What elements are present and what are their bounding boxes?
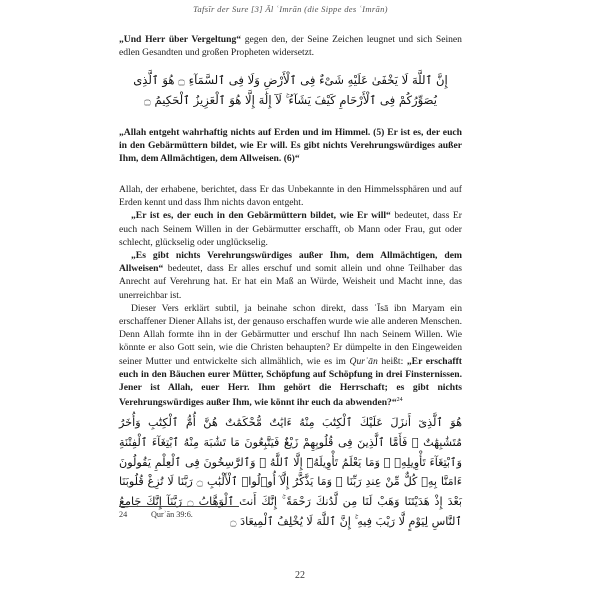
paragraph-1: Allah, der erhabene, berichtet, dass Er das Unbekannte in den Himmelssphären und auf Erden kennt und dass Ihm nichts davon entgeht. — [119, 184, 462, 209]
commentary — [119, 183, 462, 410]
running-head: Tafsīr der Sure [3] Āl ʿImrān (die Sippe des ʿImrān) — [193, 4, 388, 14]
intro-paragraph — [119, 33, 462, 59]
footnote — [119, 509, 462, 520]
footnote-divider — [119, 506, 239, 507]
paragraph-3: „Es gibt nichts Verehrungswürdiges außer Ihm, dem Allmächtigen, dem Allweisen“ bedeutet, dass Er alles erschuf und somit allein und ohne Teilhaber das Anrecht auf Verehrung hat. Er hat ein Maß an Würde, Weisheit und Macht inne, das unerreichbar ist. — [119, 250, 462, 301]
quran-word: Qurʾān — [349, 355, 378, 367]
footnote-text: Qurʾān 39:6. — [151, 510, 193, 519]
page-number: 22 — [295, 570, 305, 581]
intro-rest: gegen den, der Seine Zeichen leugnet und sich Seinen edlen Gesandten und großen Propheten widersetzt. — [119, 34, 462, 59]
footnote-number: 24 — [119, 510, 128, 519]
intro-bold-lead: „Und Herr über Vergeltung“ — [119, 34, 242, 45]
paragraph-4: Dieser Vers erklärt subtil, ja beinahe schon direkt, dass ʿĪsā ibn Maryam ein erschaffener Diener Allahs ist, der genauso erschaffen wurde wie alle anderen Menschen. Denn Allah formte ihn in der Gebärmutter und erschuf Ihn nach Seinem Willen. Wie könnte er also Gott sein, wie die Christen behaupten? Er dümpelte in den Eingeweiden seiner Mutter und entwickelte sich allmählich, wie es im Qurʾān heißt: „Er erschafft euch in den Bäuchen eurer Mütter, Schöpfung auf Schöpfung in drei Finsternissen. Jener ist Allah, euer Herr. Ihm gehört die Herrschaft; es gibt nichts Verehrungswürdiges außer Ihm, wie könnt ihr euch da abwenden?“$^{24}$ — [119, 302, 463, 409]
translation-1: „Allah entgeht wahrhaftig nichts auf Erden und im Himmel. (5) Er ist es, der euch in den Gebärmüttern bildet, wie Er will. Es gibt nichts Verehrungswürdiges außer Ihm, dem Allmächtigen, dem Allweisen. (6)“ — [119, 127, 462, 165]
arabic-verse-1: إِنَّ ٱللَّهَ لَا يَخْفَىٰ عَلَيْهِ شَىْءٌ فِى ٱلْأَرْضِ وَلَا فِى ٱلسَّمَآءِ ۝ هُوَ ٱلَّذِى يُصَوِّرُكُمْ فِى ٱلْأَرْحَامِ كَيْفَ يَشَآءُ ۚ لَآ إِلَٰهَ إِلَّا هُوَ ٱلْعَزِيزُ ٱلْحَكِيمُ ۝ — [133, 73, 448, 107]
quran-quote: „Er erschafft euch in den Bäuchen eurer Mütter, Schöpfung auf Schöpfung in drei Finsternissen. Jener ist Allah, euer Herr. Ihm gehört die Herrschaft; es gibt nichts Verehrungswürdiges außer Ihm, wie könnt ihr euch da abwenden?“ — [119, 355, 463, 409]
footnote-ref[interactable]: 24 — [396, 397, 403, 404]
paragraph-2: „Er ist es, der euch in den Gebärmüttern bildet, wie Er will“ bedeutet, dass Er euch nach Seinem Willen in der Gebärmutter erschafft, ob Mann oder Frau, gut oder schlecht, glückselig oder unglückselig. — [119, 210, 462, 248]
arabic-verse-2: هُوَ ٱلَّذِىٓ أَنزَلَ عَلَيْكَ ٱلْكِتَٰبَ مِنْهُ ءَايَٰتٌ مُّحْكَمَٰتٌ هُنَّ أُمُّ ٱلْكِتَٰبِ وَأُخَرُ مُتَشَٰبِهَٰتٌ ۖ فَأَمَّا ٱلَّذِينَ فِى قُلُوبِهِمْ زَيْغٌ فَيَتَّبِعُونَ مَا تَشَٰبَهَ مِنْهُ ٱبْتِغَآءَ ٱلْفِتْنَةِ وَٱبْتِغَآءَ تَأْوِيلِهِۦ ۗ وَمَا يَعْلَمُ تَأْوِيلَهُۥٓ إِلَّا ٱللَّهُ ۗ وَٱلرَّٰسِخُونَ فِى ٱلْعِلْمِ يَقُولُونَ ءَامَنَّا بِهِۦ كُلٌّ مِّنْ عِندِ رَبِّنَا ۗ وَمَا يَذَّكَّرُ إِلَّآ أُو۟لُوا۟ ٱلْأَلْبَٰبِ ۝ رَبَّنَا لَا تُزِغْ قُلُوبَنَا بَعْدَ إِذْ هَدَيْتَنَا وَهَبْ لَنَا مِن لَّدُنكَ رَحْمَةً ۚ إِنَّكَ أَنتَ ٱلْوَهَّابُ ۝ رَبَّنَآ إِنَّكَ جَامِعُ ٱلنَّاسِ لِيَوْمٍ لَّا رَيْبَ فِيهِ ۚ إِنَّ ٱللَّهَ لَا يُخْلِفُ ٱلْمِيعَادَ ۝ — [119, 416, 462, 528]
